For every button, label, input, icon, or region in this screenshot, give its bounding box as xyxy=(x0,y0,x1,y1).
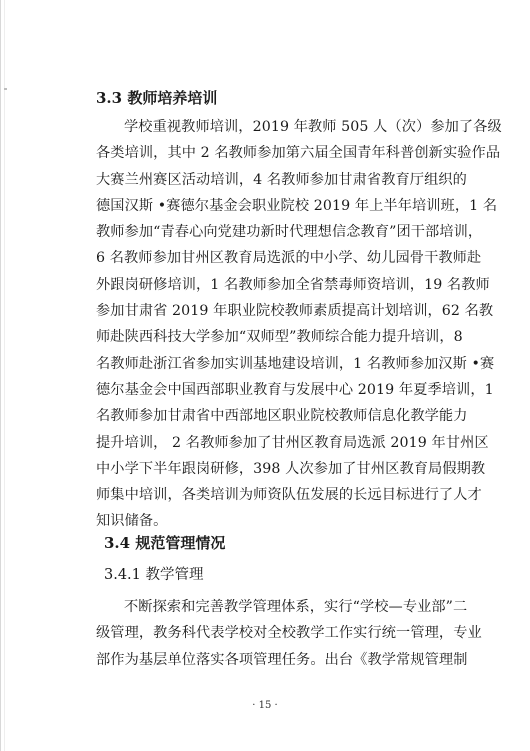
section-heading-3-4-1: 3.4.1 教学管理 xyxy=(104,567,204,583)
paragraph-teacher-training xyxy=(96,114,502,535)
paragraph-line: 名教师赴浙江省参加实训基地建设培训，1 名教师参加汉斯 •赛 xyxy=(96,355,495,372)
paragraph-line: 中小学下半年跟岗研修，398 人次参加了甘州区教育局假期教 xyxy=(96,460,486,477)
section-heading-3-4: 3.4 规范管理情况 xyxy=(104,534,226,552)
paragraph-line: 学校重视教师培训，2019 年教师 505 人（次）参加了各级 xyxy=(124,119,502,135)
paragraph-line: 大赛兰州赛区活动培训，4 名教师参加甘肃省教育厅组织的 xyxy=(96,171,467,188)
paragraph-line: 师集中培训，各类培训为师资队伍发展的长远目标进行了人才 xyxy=(96,487,482,504)
paragraph-line: 师赴陕西科技大学参加“双师型”教师综合能力提升培训，8 xyxy=(96,329,463,346)
paragraph-line: 名教师参加甘肃省中西部地区职业院校教师信息化教学能力 xyxy=(96,408,468,425)
scan-edge-line-secondary xyxy=(4,0,5,751)
paragraph-teaching-management xyxy=(96,594,482,673)
paragraph-line: 级管理，教务科代表学校对全校教学工作实行统一管理，专业 xyxy=(96,625,482,642)
paragraph-line: 6 名教师参加甘州区教育局选派的中小学、幼儿园骨干教师赴 xyxy=(96,250,482,267)
paragraph-line: 不断探索和完善教学管理体系，实行“学校—专业部”二 xyxy=(124,599,468,615)
page-number: · 15 · xyxy=(252,700,278,711)
paragraph-line: 各类培训，其中 2 名教师参加第六届全国青年科普创新实验作品 xyxy=(96,145,501,162)
paragraph-line: 德尔基金会中国西部职业教育与发展中心 2019 年夏季培训，1 xyxy=(96,381,494,398)
section-heading-3-3: 3.3 教师培养培训 xyxy=(96,89,218,107)
paragraph-line: 知识储备。 xyxy=(96,513,168,530)
paragraph-line: 提升培训， 2 名教师参加了甘州区教育局选派 2019 年甘州区 xyxy=(96,434,489,451)
paragraph-line: 教师参加“青春心向党建功新时代理想信念教育”团干部培训， xyxy=(96,224,483,241)
paragraph-line: 德国汉斯 •赛德尔基金会职业院校 2019 年上半年培训班，1 名 xyxy=(96,197,498,214)
paragraph-line: 参加甘肃省 2019 年职业院校教师素质提高计划培训，62 名教 xyxy=(96,303,494,320)
scan-mark xyxy=(4,88,7,90)
paragraph-line: 外跟岗研修培训，1 名教师参加全省禁毒师资培训，19 名教师 xyxy=(96,276,490,293)
paragraph-line: 部作为基层单位落实各项管理任务。出台《教学常规管理制 xyxy=(96,651,468,668)
scan-edge-line xyxy=(0,0,1,751)
